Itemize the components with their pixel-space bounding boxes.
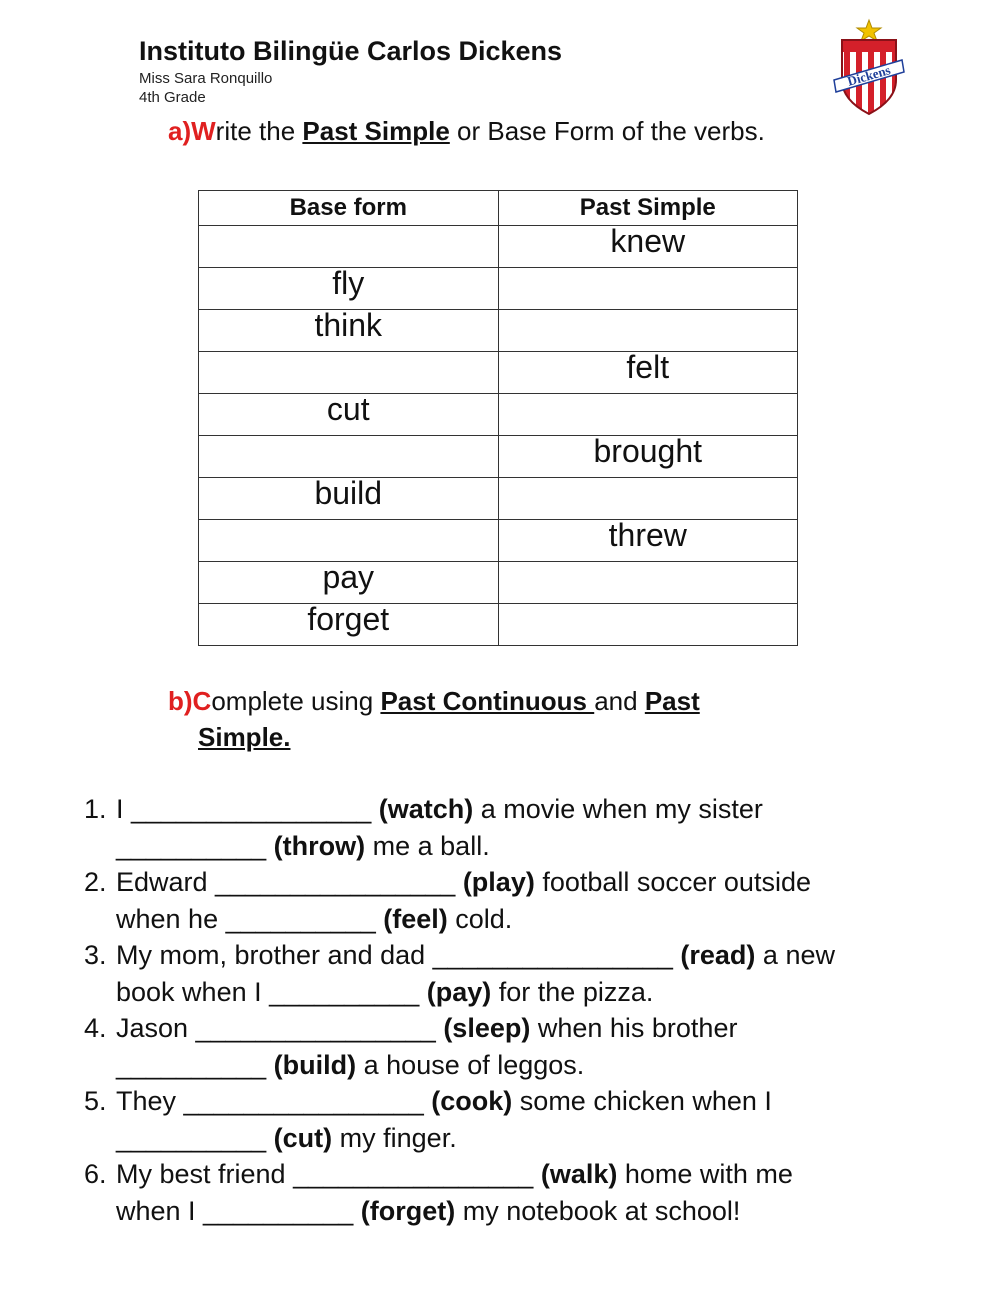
question-item bbox=[84, 1083, 904, 1156]
question-text: for the pizza. bbox=[491, 976, 654, 1007]
question-text: They ________________ bbox=[116, 1086, 432, 1116]
question-text: My best friend ________________ bbox=[116, 1159, 541, 1189]
question-verb: (cut) bbox=[273, 1122, 333, 1153]
question-text: home with me bbox=[617, 1159, 793, 1189]
past-simple-cell[interactable]: knew bbox=[498, 226, 798, 268]
question-text: Edward ________________ bbox=[116, 867, 463, 897]
question-list bbox=[84, 791, 904, 1229]
question-item bbox=[84, 791, 904, 864]
grade-label: 4th Grade bbox=[139, 89, 206, 106]
question-text: a new bbox=[755, 940, 835, 970]
base-form-cell[interactable]: cut bbox=[199, 394, 499, 436]
base-form-cell[interactable]: fly bbox=[199, 268, 499, 310]
past-simple-cell[interactable] bbox=[498, 394, 798, 436]
section-a-first-letter: W bbox=[191, 116, 216, 146]
table-row bbox=[199, 604, 798, 646]
section-b-text1: omplete using bbox=[211, 686, 381, 716]
question-number: 4. bbox=[84, 1013, 107, 1043]
question-verb: (cook) bbox=[431, 1086, 513, 1116]
base-form-cell[interactable]: build bbox=[199, 478, 499, 520]
section-b-first-letter: C bbox=[192, 686, 212, 716]
question-verb: (feel) bbox=[383, 903, 448, 934]
base-form-cell[interactable] bbox=[199, 352, 499, 394]
past-simple-cell[interactable]: felt bbox=[498, 352, 798, 394]
logo-wordmark: Dickens bbox=[845, 62, 893, 89]
section-a-text2: or Base Form of the verbs. bbox=[449, 116, 765, 146]
question-item bbox=[84, 864, 904, 937]
question-text: a movie when my sister bbox=[473, 794, 763, 824]
table-row bbox=[199, 478, 798, 520]
base-form-cell[interactable]: pay bbox=[199, 562, 499, 604]
table-row bbox=[199, 268, 798, 310]
question-number: 3. bbox=[84, 940, 107, 970]
question-item bbox=[84, 1156, 904, 1229]
question-text: a house of leggos. bbox=[356, 1049, 585, 1080]
base-form-cell[interactable]: forget bbox=[199, 604, 499, 646]
section-a-marker: a) bbox=[168, 116, 192, 146]
table-row bbox=[199, 394, 798, 436]
past-simple-cell[interactable] bbox=[498, 604, 798, 646]
header-past-simple: Past Simple bbox=[498, 191, 798, 226]
school-title: Instituto Bilingüe Carlos Dickens bbox=[139, 36, 563, 66]
question-text: me a ball. bbox=[365, 830, 490, 861]
question-text: __________ bbox=[116, 1049, 274, 1080]
question-text: my notebook at school! bbox=[455, 1195, 741, 1226]
question-verb: (forget) bbox=[360, 1195, 456, 1226]
school-crest-logo bbox=[832, 18, 906, 118]
section-a-text1: rite the bbox=[215, 116, 303, 146]
past-simple-cell[interactable] bbox=[498, 310, 798, 352]
question-verb: (read) bbox=[680, 940, 756, 970]
question-text: __________ bbox=[116, 1122, 274, 1153]
question-text: when his brother bbox=[530, 1013, 738, 1043]
question-verb: (build) bbox=[273, 1049, 357, 1080]
table-row bbox=[199, 562, 798, 604]
base-form-cell[interactable]: think bbox=[199, 310, 499, 352]
base-form-cell[interactable] bbox=[199, 436, 499, 478]
question-text: cold. bbox=[447, 903, 513, 934]
question-number: 6. bbox=[84, 1159, 107, 1189]
question-verb: (sleep) bbox=[443, 1013, 531, 1043]
base-form-cell[interactable] bbox=[199, 520, 499, 562]
question-text: book when I __________ bbox=[116, 976, 427, 1007]
question-text: when I __________ bbox=[116, 1195, 361, 1226]
question-text: I ________________ bbox=[116, 794, 379, 824]
question-item bbox=[84, 1010, 904, 1083]
past-simple-cell[interactable] bbox=[498, 478, 798, 520]
past-simple-cell[interactable] bbox=[498, 268, 798, 310]
question-number: 2. bbox=[84, 867, 107, 897]
section-b-emphasis-past: Past bbox=[644, 686, 700, 716]
question-text: my finger. bbox=[332, 1122, 457, 1153]
verb-forms-table bbox=[198, 190, 798, 646]
question-text: when he __________ bbox=[116, 903, 384, 934]
question-verb: (throw) bbox=[273, 830, 366, 861]
header-base-form: Base form bbox=[199, 191, 499, 226]
table-row bbox=[199, 226, 798, 268]
question-text: some chicken when I bbox=[512, 1086, 772, 1116]
past-simple-cell[interactable]: brought bbox=[498, 436, 798, 478]
question-verb: (walk) bbox=[540, 1159, 618, 1189]
section-b-marker: b) bbox=[168, 686, 193, 716]
table-row bbox=[199, 520, 798, 562]
table-row bbox=[199, 352, 798, 394]
base-form-cell[interactable] bbox=[199, 226, 499, 268]
question-item bbox=[84, 937, 904, 1010]
question-verb: (pay) bbox=[426, 976, 492, 1007]
question-verb: (watch) bbox=[378, 794, 474, 824]
question-number: 5. bbox=[84, 1086, 107, 1116]
section-a-heading bbox=[168, 116, 765, 147]
table-row bbox=[199, 436, 798, 478]
past-simple-cell[interactable]: threw bbox=[498, 520, 798, 562]
section-b-emphasis-continuous: Past Continuous bbox=[380, 686, 595, 716]
teacher-name: Miss Sara Ronquillo bbox=[139, 70, 273, 87]
section-a-emphasis: Past Simple bbox=[302, 116, 450, 146]
section-b-heading bbox=[168, 683, 808, 755]
section-b-text2: and bbox=[594, 686, 645, 716]
table-row bbox=[199, 310, 798, 352]
question-text: football soccer outside bbox=[534, 867, 811, 897]
question-verb: (play) bbox=[462, 867, 535, 897]
question-text: __________ bbox=[116, 830, 274, 861]
question-text: Jason ________________ bbox=[116, 1013, 444, 1043]
question-number: 1. bbox=[84, 794, 107, 824]
question-text: My mom, brother and dad ________________ bbox=[116, 940, 681, 970]
past-simple-cell[interactable] bbox=[498, 562, 798, 604]
star-icon bbox=[857, 20, 881, 41]
section-b-emphasis-simple: Simple. bbox=[198, 722, 291, 752]
